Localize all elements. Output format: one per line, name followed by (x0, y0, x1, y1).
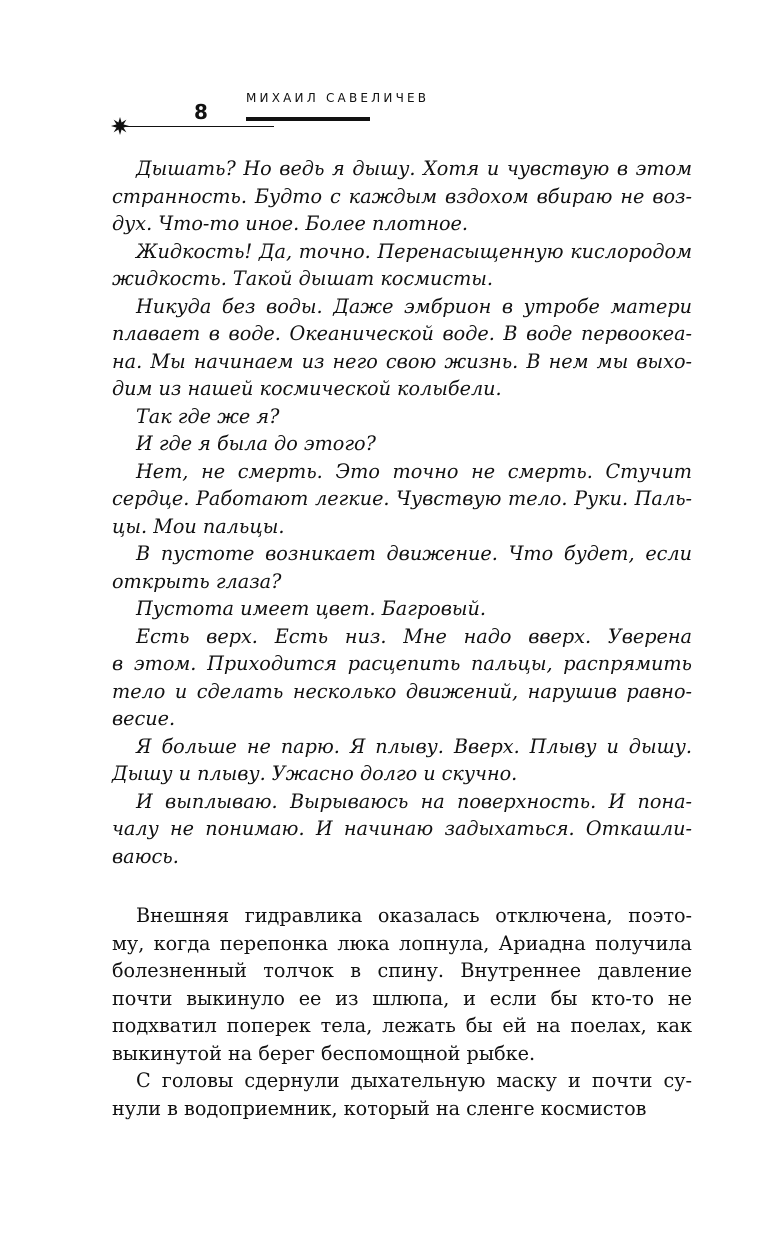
text-line: тело и сделать несколько движений, нарушив равно- (112, 679, 692, 703)
text-line: чалу не понимаю. И начинаю задыхаться. Откашли- (112, 817, 692, 840)
text-line: на. Мы начинаем из него свою жизнь. В нем мы выхо- (112, 349, 692, 373)
italic-paragraph (112, 293, 692, 403)
text-line: И где я была до этого? (136, 432, 376, 455)
body-paragraph (112, 902, 692, 1067)
text-line: ваюсь. (112, 844, 179, 868)
star-burst-icon (110, 116, 130, 136)
text-line: Дышу и плыву. Ужасно долго и скучно. (112, 762, 518, 785)
text-line: Нет, не смерть. Это точно не смерть. Стучит (136, 459, 692, 483)
text-line: жидкость. Такой дышат космисты. (112, 267, 494, 290)
body-paragraph (112, 1067, 692, 1122)
italic-paragraph (112, 430, 692, 458)
text-line: весие. (112, 707, 176, 730)
italic-passage (112, 155, 692, 870)
italic-paragraph (112, 458, 692, 541)
header-rule-thin (126, 126, 274, 127)
text-line: плавает в воде. Океанической воде. В воде первоокеа- (112, 322, 692, 345)
header-rule-thick (246, 117, 370, 121)
text-line: сердце. Работают легкие. Чувствую тело. Руки. Паль- (112, 487, 692, 510)
text-line: В пустоте возникает движение. Что будет, если (136, 542, 692, 565)
italic-paragraph (112, 540, 692, 595)
text-line: Никуда без воды. Даже эмбрион в утробе матери (136, 294, 692, 318)
text-line: в этом. Приходится расцепить пальцы, распрямить (112, 652, 692, 675)
text-line: дух. Что-то иное. Более плотное. (112, 212, 468, 235)
text-line: Я больше не парю. Я плыву. Вверх. Плыву и дышу. (136, 734, 692, 758)
italic-paragraph (112, 403, 692, 431)
text-line: открыть глаза? (112, 569, 282, 593)
text-line: нули в водоприемник, который на сленге космистов (112, 1096, 647, 1120)
text-line: Жидкость! Да, точно. Перенасыщенную кислородом (136, 239, 692, 263)
author-name: МИХАИЛ САВЕЛИЧЕВ (246, 91, 430, 105)
text-line: цы. Мои пальцы. (112, 514, 285, 538)
text-line: выкинутой на берег беспомощной рыбке. (112, 1041, 536, 1065)
text-line: С головы сдернули дыхательную маску и почти су- (136, 1069, 692, 1092)
text-line: странность. Будто с каждым вздохом вбираю не воз- (112, 184, 692, 208)
page-number: 8 (194, 100, 208, 124)
text-line: му, когда перепонка люка лопнула, Ариадна получила (112, 931, 692, 955)
text-line: Внешняя гидравлика оказалась отключена, поэто- (136, 904, 692, 927)
text-line: Так где же я? (136, 404, 280, 428)
text-line: дим из нашей космической колыбели. (112, 377, 502, 400)
text-line: почти выкинуло ее из шлюпа, и если бы кто-то не (112, 986, 692, 1010)
body-passage (112, 902, 692, 1122)
text-line: И выплываю. Вырываюсь на поверхность. И пона- (136, 789, 692, 813)
text-line: подхватил поперек тела, лежать бы ей на поелах, как (112, 1014, 692, 1037)
text-line: Пустота имеет цвет. Багровый. (136, 597, 486, 620)
text-line: Есть верх. Есть низ. Мне надо вверх. Уверена (136, 624, 692, 648)
italic-paragraph (112, 595, 692, 623)
italic-paragraph (112, 155, 692, 238)
italic-paragraph (112, 788, 692, 871)
text-line: Дышать? Но ведь я дышу. Хотя и чувствую в этом (136, 157, 692, 180)
running-header (0, 0, 768, 140)
italic-paragraph (112, 238, 692, 293)
text-line: болезненный толчок в спину. Внутреннее давление (112, 959, 692, 982)
italic-paragraph (112, 623, 692, 733)
italic-paragraph (112, 733, 692, 788)
